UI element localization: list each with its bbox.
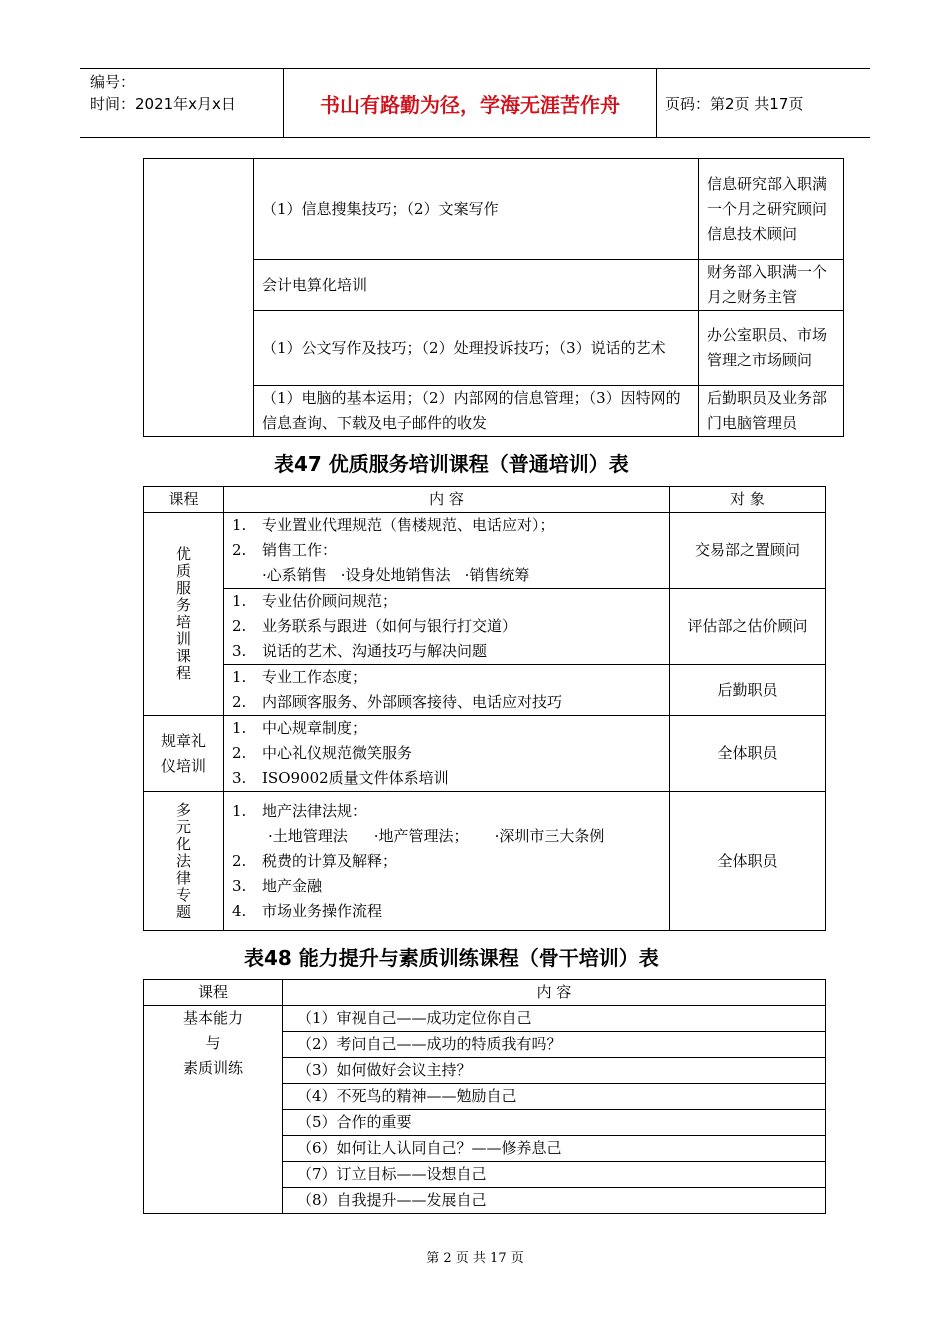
content-cell: （1）信息搜集技巧；（2）文案写作: [254, 159, 699, 260]
table-row: [144, 792, 826, 931]
course-quality-service-text: 优质服务培训课程: [175, 545, 191, 682]
table-row: [144, 1006, 826, 1032]
target-cell: 后勤职员及业务部门电脑管理员: [699, 386, 844, 437]
table47-caption: 表47 优质服务培训课程（普通培训）表: [274, 452, 629, 476]
list-item: 1. 专业估价顾问规范；: [232, 592, 398, 610]
list-item: 1. 中心规章制度；: [232, 719, 368, 737]
table-continued: [143, 158, 844, 437]
content-cell: （1）审视自己——成功定位你自己: [283, 1006, 826, 1032]
table-row: [144, 159, 844, 260]
course-line: 基本能力: [182, 1009, 243, 1027]
page-footer: 第 2 页 共 17 页: [426, 1251, 524, 1266]
content-cell: [224, 513, 670, 589]
table-row: [144, 665, 826, 716]
list-item: 2. 内部顾客服务、外部顾客接待、电话应对技巧: [232, 693, 563, 711]
table48: [143, 979, 826, 1214]
target-cell: 财务部入职满一个月之财务主管: [699, 260, 844, 311]
header-meta: [90, 71, 285, 115]
table48-caption: 表48 能力提升与素质训练课程（骨干培训）表: [244, 946, 659, 970]
target-cell: 办公室职员、市场管理之市场顾问: [699, 311, 844, 386]
content-cell: （7）订立目标——设想自己: [283, 1162, 826, 1188]
content-cell: （6）如何让人认同自己？——修养息己: [283, 1136, 826, 1162]
page-header: [80, 68, 870, 138]
list-item: 2. 中心礼仪规范微笑服务: [232, 744, 413, 762]
content-cell: （3）如何做好会议主持？: [283, 1058, 826, 1084]
content-cell: 会计电算化培训: [254, 260, 699, 311]
content-cell: （5）合作的重要: [283, 1110, 826, 1136]
content-cell: （2）考问自己——成功的特质我有吗？: [283, 1032, 826, 1058]
table-row: [144, 716, 826, 792]
table-row: [144, 513, 826, 589]
course-line: 与: [205, 1034, 221, 1052]
document-number-label: 编号：: [90, 73, 136, 91]
list-item: 3. ISO9002质量文件体系培训: [232, 769, 449, 787]
content-cell: （1）电脑的基本运用；（2）内部网的信息管理；（3）因特网的信息查询、下载及电子邮件的收发: [254, 386, 699, 437]
target-cell: 信息研究部入职满一个月之研究顾问信息技术顾问: [699, 159, 844, 260]
list-item: 1. 专业置业代理规范（售楼规范、电话应对）；: [232, 516, 555, 534]
empty-course-cell: [144, 159, 254, 437]
content-cell: （4）不死鸟的精神——勉励自己: [283, 1084, 826, 1110]
course-regulation-etiquette: [144, 716, 224, 792]
course-quality-service: [144, 513, 224, 716]
course-regulation-etiquette-text: 规章礼仪培训: [160, 731, 206, 775]
table-header-row: [144, 980, 826, 1006]
list-item: ·土地管理法 ·地产管理法； ·深圳市三大条例: [268, 826, 605, 845]
target-cell: 全体职员: [670, 792, 826, 931]
target-cell: 全体职员: [670, 716, 826, 792]
course-basic-ability: [144, 1006, 283, 1214]
course-legal-topics: [144, 792, 224, 931]
content-cell: [224, 792, 670, 931]
list-item: 4. 市场业务操作流程: [232, 901, 383, 920]
table-header-row: [144, 487, 826, 513]
table47: [143, 486, 826, 931]
header-content: 内 容: [283, 980, 826, 1006]
header-course: 课程: [144, 980, 283, 1006]
list-item: ·心系销售 ·设身处地销售法 ·销售统筹: [262, 566, 530, 584]
target-cell: 交易部之置顾问: [670, 513, 826, 589]
header-motto: 书山有路勤为径，学海无涯苦作舟: [283, 69, 657, 137]
target-cell: 评估部之估价顾问: [670, 589, 826, 665]
header-target: 对 象: [670, 487, 826, 513]
header-course: 课程: [144, 487, 224, 513]
header-page-code: 页码：第2页 共17页: [665, 95, 804, 113]
list-item: 3. 地产金融: [232, 876, 323, 895]
table-row: [144, 589, 826, 665]
list-item: 2. 销售工作：: [232, 541, 338, 559]
content-cell: [224, 716, 670, 792]
header-content: 内 容: [224, 487, 670, 513]
list-item: 1. 地产法律法规：: [232, 801, 368, 820]
list-item: 2. 税费的计算及解释；: [232, 851, 398, 870]
content-cell: （8）自我提升——发展自己: [283, 1188, 826, 1214]
content-cell: （1）公文写作及技巧；（2）处理投诉技巧；（3）说话的艺术: [254, 311, 699, 386]
content-cell: [224, 665, 670, 716]
course-line: 素质训练: [182, 1059, 243, 1077]
list-item: 2. 业务联系与跟进（如何与银行打交道）: [232, 617, 518, 635]
course-legal-topics-text: 多元化法律专题: [175, 800, 191, 921]
list-item: 1. 专业工作态度；: [232, 668, 368, 686]
document-time-label: 时间：2021年x月x日: [90, 95, 236, 113]
target-cell: 后勤职员: [670, 665, 826, 716]
content-cell: [224, 589, 670, 665]
list-item: 3. 说话的艺术、沟通技巧与解决问题: [232, 642, 488, 660]
